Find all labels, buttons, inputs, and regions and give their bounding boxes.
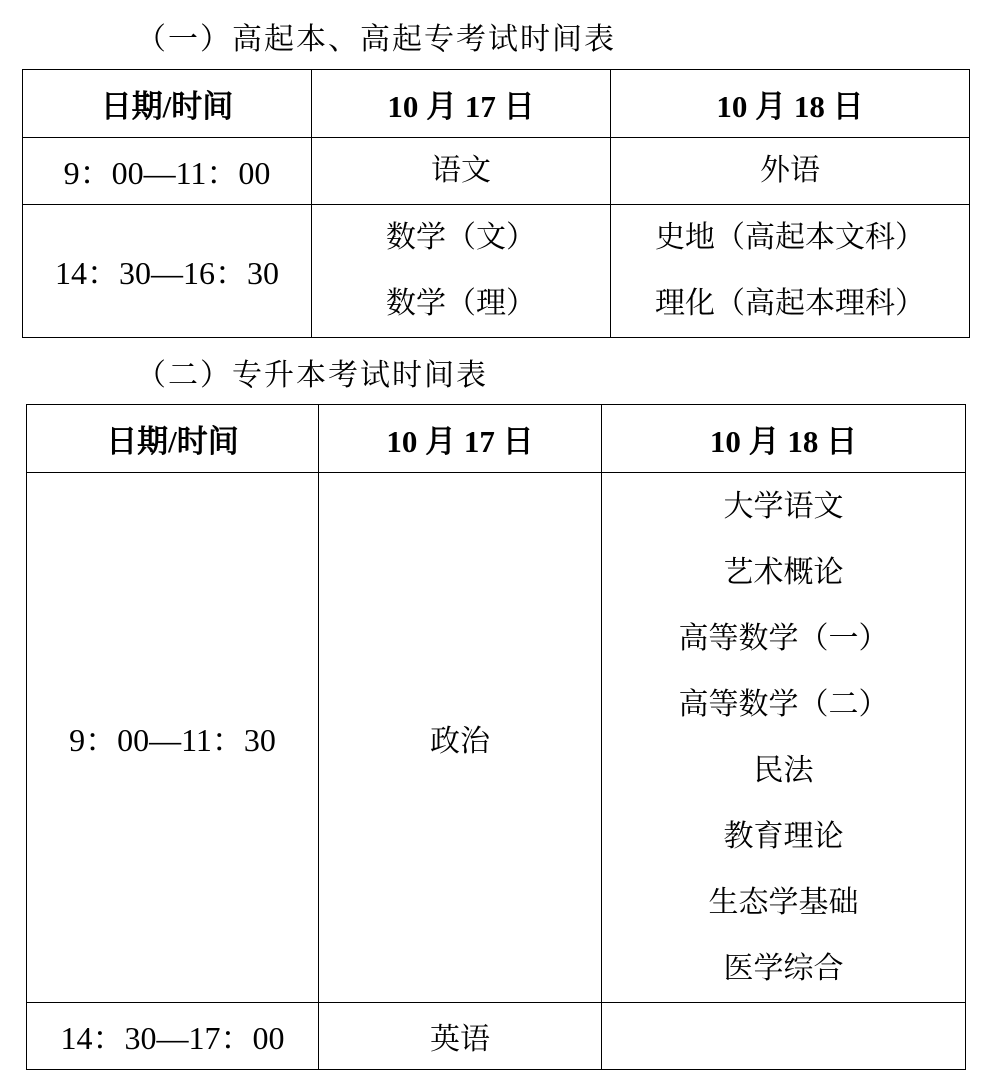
header-oct18: 10 月 18 日 — [602, 405, 966, 473]
exam-schedule-table-1 — [22, 69, 970, 338]
header-date-time: 日期/时间 — [23, 70, 312, 138]
subject-cell — [312, 138, 611, 205]
subject-cell — [611, 138, 970, 205]
subject: 理化（高起本理科） — [655, 286, 925, 321]
header-date-time: 日期/时间 — [27, 405, 319, 473]
subject: 生态学基础 — [708, 884, 859, 920]
table-header-row — [27, 405, 966, 473]
subject: 大学语文 — [723, 488, 844, 524]
subject: 艺术概论 — [723, 554, 844, 590]
time-slot: 14：30—17：00 — [27, 1003, 319, 1070]
subject-cell — [312, 205, 611, 338]
subject: 医学综合 — [723, 950, 844, 986]
table-row — [27, 1003, 966, 1070]
subject: 数学（理） — [386, 286, 536, 321]
subject: 教育理论 — [723, 818, 844, 854]
time-slot: 9：00—11：30 — [27, 473, 319, 1003]
empty-cell — [602, 1003, 966, 1070]
subject-cell — [319, 1003, 602, 1070]
header-oct17: 10 月 17 日 — [319, 405, 602, 473]
table-row — [27, 473, 966, 1003]
table-header-row — [23, 70, 970, 138]
section2-heading: （二）专升本考试时间表 — [136, 358, 488, 393]
table-row — [23, 205, 970, 338]
subject: 政治 — [430, 723, 490, 759]
subject-cell — [319, 473, 602, 1003]
subject: 数学（文） — [386, 220, 536, 255]
table-row — [23, 138, 970, 205]
exam-schedule-table-2 — [26, 404, 966, 1070]
subject-cell — [611, 205, 970, 338]
subject: 语文 — [431, 153, 491, 188]
subject: 英语 — [430, 1022, 490, 1057]
subject: 高等数学（二） — [678, 686, 889, 722]
header-oct18: 10 月 18 日 — [611, 70, 970, 138]
subject: 民法 — [753, 752, 814, 788]
subject: 高等数学（一） — [678, 620, 889, 656]
section1-heading: （一）高起本、高起专考试时间表 — [136, 22, 616, 57]
subject: 外语 — [760, 153, 820, 188]
time-slot: 14：30—16：30 — [23, 205, 312, 338]
subject-list-cell — [602, 473, 966, 1003]
subject: 史地（高起本文科） — [655, 220, 925, 255]
header-oct17: 10 月 17 日 — [312, 70, 611, 138]
time-slot: 9：00—11：00 — [23, 138, 312, 205]
